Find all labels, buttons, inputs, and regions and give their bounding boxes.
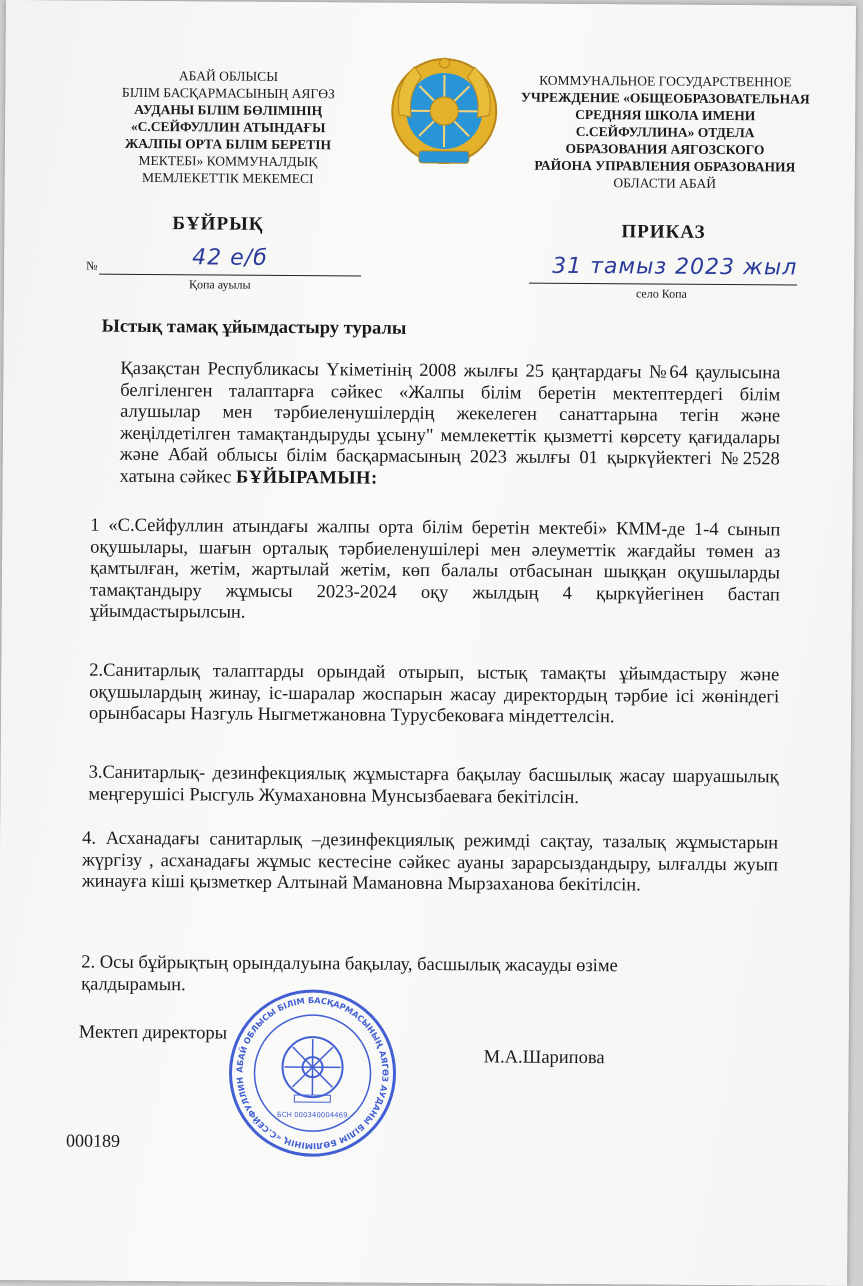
stamp-ring-text: АБАЙ ОБЛЫСЫ БІЛІМ БАСҚАРМАСЫНЫҢ АЯГӨЗ АУДАНЫ БІЛІМ БӨЛІМІНІҢ «С.СЕЙФУЛЛИН (226, 987, 391, 1152)
order-title-ru: ПРИКАЗ (621, 221, 705, 244)
item-1: 1 «С.Сейфуллин атындағы жалпы орта білім беретін мектебі» КММ-де 1-4 сынып оқушылары, шағын орталық тәрбиеленушілері мен әлеуметтік жағдайы төмен аз қамтылған, жетім, жартылай жетім, көп балалы отбасынан шыққан оқушыларды тамақтандыру жұмысы 2023-2024 оқу жылдың 4 қыркүйегінен бастап ұйымдастырылсын. (90, 516, 781, 628)
header-right-line: С.СЕЙФУЛЛИНА» ОТДЕЛА (510, 123, 820, 142)
order-date: 31 тамыз 2023 жыл (552, 254, 797, 281)
item-5: 2. Осы бұйрықтың орындалуына бақылау, басшылық жасауды өзіме қалдырамын. (81, 953, 681, 1000)
header-left-line: «С.СЕЙФУЛЛИН АТЫНДАҒЫ (83, 118, 373, 137)
order-number: 42 е/б (192, 245, 268, 271)
item-3: 3.Санитарлық- дезинфекциялық жұмыстарға бақылау басшылық жасау шаруашылық меңгерушісі Рысгуль Жумахановна Мунсызбаеваға бекітілсін. (88, 763, 778, 811)
header-left-line: ЖАЛПЫ ОРТА БІЛІМ БЕРЕТІН (83, 135, 373, 154)
preamble (120, 359, 781, 493)
stamp-bin: БСН 000340004469 (277, 1111, 348, 1119)
header-left-line: МЕМЛЕКЕТТІК МЕКЕМЕСІ (83, 169, 373, 188)
header-right (510, 72, 821, 193)
preamble-order-word: БҰЙЫРАМЫН: (236, 467, 378, 488)
header-right-line: ОБРАЗОВАНИЯ АЯГОЗСКОГО (510, 140, 820, 159)
preamble-text: Қазақстан Республикасы Үкіметінің 2008 жылғы 25 қаңтардағы №64 қаулысына белгіленген талаптарға сәйкес «Жалпы білім беретін мектептердегі білім алушылар мен тәрбиеленушілердің жекелеген санаттарына тегін және жеңілдетілген тамақтандыруды ұсыну" мемлекеттік қызметті көрсету қағидалары және Абай облысы білім басқармасының 2023 жылғы 01 қыркүйектегі №2528 хатына сәйкес (120, 359, 781, 487)
item-2: 2.Санитарлық талаптарды орындай отырып, ыстық тамақты ұйымдастыру және оқушылардың жинау, іс-шаралар жоспарын жасау директордың тәрбие ісі жөніндегі орынбасары Назгуль Ныгметжановна Турусбековаға міндеттелсін. (89, 661, 779, 730)
state-emblem-icon (389, 55, 500, 174)
item-4: 4. Асханадағы санитарлық –дезинфекциялық режимді сақтау, тазалық жұмыстарын жүргізу , асханадағы жұмыс кестесіне сәйкес ауаны зарарсыздандыру, ылғалды жуып жинауға кіші қызметкер Алтынай Мамановна Мырзаханова бекітілсін. (82, 829, 778, 898)
header-right-line: СРЕДНЯЯ ШКОЛА ИМЕНИ (510, 106, 820, 125)
header-right-line: ОБЛАСТИ АБАЙ (510, 174, 820, 193)
serial-number: 000189 (66, 1130, 120, 1151)
header-left-line: БІЛІМ БАСҚАРМАСЫНЫҢ АЯГӨЗ (83, 84, 373, 103)
header-left-line: МЕКТЕБІ» КОММУНАЛДЫҚ (83, 152, 373, 171)
number-prefix: № (86, 259, 98, 274)
header-right-line: КОММУНАЛЬНОЕ ГОСУДАРСТВЕННОЕ (510, 72, 820, 91)
order-title-kz: БҰЙРЫҚ (172, 213, 263, 236)
header-left-line: АУДАНЫ БІЛІМ БӨЛІМІНІҢ (83, 101, 373, 120)
stamp-seal-icon (226, 987, 399, 1160)
official-stamp (226, 987, 399, 1160)
number-line (99, 273, 361, 277)
document-title: Ыстық тамақ ұйымдастыру туралы (102, 317, 407, 340)
header-left-line: АБАЙ ОБЛЫСЫ (83, 67, 373, 86)
signer-name: М.А.Шарипова (484, 1047, 605, 1069)
header-left (83, 67, 374, 188)
header-right-line: УЧРЕЖДЕНИЕ «ОБЩЕОБРАЗОВАТЕЛЬНАЯ (510, 89, 820, 108)
place-ru: село Копа (636, 286, 687, 301)
signer-title: Мектеп директоры (79, 1023, 227, 1045)
date-line (529, 282, 797, 286)
header-right-line: РАЙОНА УПРАВЛЕНИЯ ОБРАЗОВАНИЯ (510, 157, 820, 176)
place-kz: Қопа ауылы (189, 277, 251, 292)
